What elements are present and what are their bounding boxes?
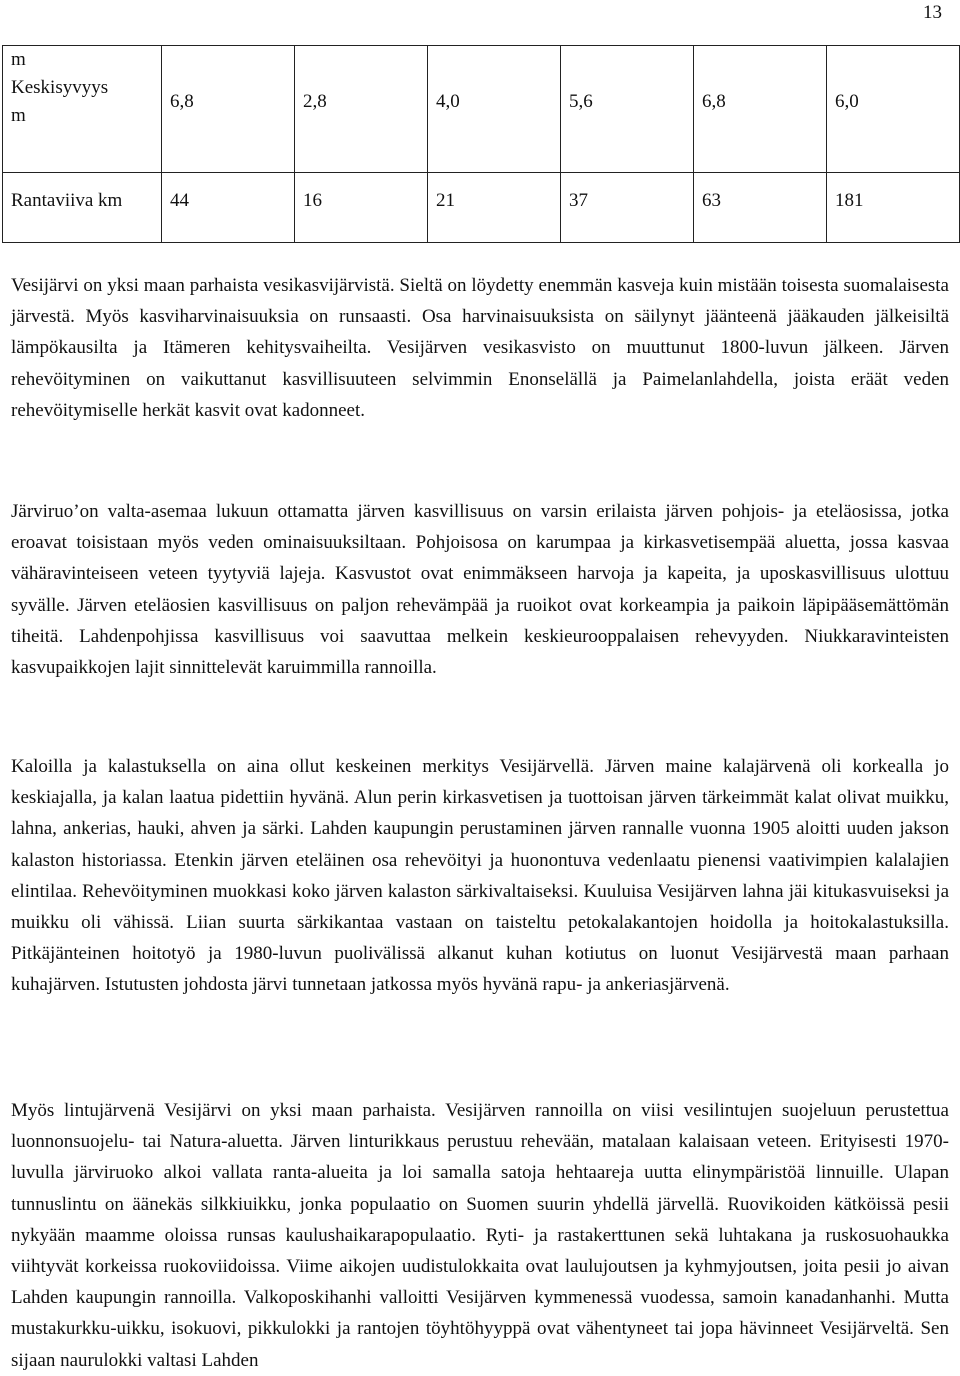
paragraph-vegetation: Vesijärvi on yksi maan parhaista vesikasvijärvistä. Sieltä on löydetty enemmän kasveja kuin mistään toisesta suomalaisesta järvestä. Myös kasviharvinaisuuksia on runsaasti. Osa harvinaisuuksista on säilynyt jäänteenä jääkauden jälkeisiltä lämpökausilta ja Itämeren kehitysvaiheilta. Vesijärven vesikasvisto on muuttunut 1800-luvun jälkeen. Järven rehevöityminen on vaikuttanut kasvillisuuteen selvimmin Enonselällä ja Paimelanlahdella, joista eräät veden rehevöitymiselle herkät kasvit ovat kadonneet. (11, 275, 949, 421)
row-header-line: Keskisyvyys (11, 77, 109, 98)
lake-statistics-table (2, 45, 960, 243)
row-header-line: Rantaviiva km (11, 190, 123, 211)
row-header-line: m (11, 105, 26, 126)
table-cell: 37 (561, 173, 694, 243)
row-header-shoreline (3, 173, 162, 243)
table-cell: 4,0 (428, 46, 561, 173)
table-row-depth (3, 46, 960, 173)
table-cell: 6,8 (162, 46, 295, 173)
paragraph-fish: Kaloilla ja kalastuksella on aina ollut keskeinen merkitys Vesijärvellä. Järven maine kalajärvenä oli korkealla jo keskiajalla, ja kalan laatua pidettiin hyvänä. Alun perin kirkasvetisen ja tuottoisan järven tärkeimmät kalat olivat muikku, lahna, ankerias, hauki, ahven ja särki. Lahden kaupungin perustaminen järven rannalle vuonna 1905 aloitti uuden jakson kalaston historiassa. Etenkin järven eteläinen osa rehevöityi ja huonontuva vedenlaatu pienensi vaativimpien kalalajien elintilaa. Rehevöityminen muokkasi koko järven kalaston särkivaltaiseksi. Kuuluisa Vesijärven lahna jäi kitukasvuiseksi ja muikku oli vähissä. Liian suurta särkikantaa vastaan on taisteltu petokalakantojen hoidolla ja hoitokalastuksilla. Pitkäjänteinen hoitotyö ja 1980-luvun puolivälissä alkanut kuhan kotiutus on luonut Vesijärvestä maan parhaan kuhajärven. Istutusten johdosta järvi tunnetaan jatkossa myös hyvänä rapu- ja ankeriasjärvenä. (11, 756, 949, 996)
table-cell: 21 (428, 173, 561, 243)
table-cell: 63 (694, 173, 827, 243)
table-cell: 44 (162, 173, 295, 243)
page-number: 13 (923, 2, 942, 23)
row-header-depth (3, 46, 162, 173)
paragraph-reed-vegetation: Järviruo’on valta-asemaa lukuun ottamatta järven kasvillisuus on varsin erilaista järven pohjois- ja eteläosissa, jotka eroavat toisistaan myös veden ominaisuuksiltaan. Pohjoisosa on karumpaa ja kirkasvetisempää aluetta, jossa kasvaa vähäravinteiseen veteen tyytyviä lajeja. Kasvustot ovat enimmäkseen harvoja ja kapeita, ja uposkasvillisuus ulottuu syvälle. Järven eteläosien kasvillisuus on paljon rehevämpää ja ruoikot ovat korkeampia ja paikoin läpipääsemättömän tiheitä. Lahdenpohjissa kasvillisuus voi saavuttaa melkein keskieurooppalaisen rehevyyden. Niukkaravinteisten kasvupaikkojen lajit sinnittelevät karuimmilla rannoilla. (11, 501, 949, 679)
table-row-shoreline (3, 173, 960, 243)
table-cell: 16 (295, 173, 428, 243)
paragraph-birds: Myös lintujärvenä Vesijärvi on yksi maan parhaista. Vesijärven rannoilla on viisi vesilintujen suojeluun perustettua luonnonsuojelu- tai Natura-aluetta. Järven linturikkaus perustuu rehevään, matalaan kalaisaan veteen. Erityisesti 1970-luvulla järviruoko alkoi vallata ranta-alueita ja loi samalla satoja hehtaareja uutta elinympäristöä linnuille. Ulapan tunnuslintu on äänekäs silkkiuikku, jonka populaatio on Suomen suurin yhdellä järvellä. Ruovikoiden kätköissä pesii nykyään maamme oloissa runsas kaulushaikarapopulaatio. Ryti- ja rastakerttunen sekä luhtakana ja ruskosuohaukka viihtyvät korkeissa ruokoviidoissa. Viime aikojen uudistulokkaita ovat laulujoutsen ja kyhmyjoutsen, joita pesii jo aivan Lahden kaupungin rannoilla. Valkoposkihanhi valloitti Vesijärven kymmenessä vuodessa, samoin kanadanhanhi. Mutta mustakurkku-uikku, isokuovi, pikkulokki ja rantojen töyhtöhyyppä ovat vähentyneet tai jopa hävinneet Vesijärveltä. Sen sijaan naurulokki valtasi Lahden (11, 1100, 949, 1371)
table-cell: 6,0 (827, 46, 960, 173)
table-cell: 2,8 (295, 46, 428, 173)
table-cell: 6,8 (694, 46, 827, 173)
row-header-line: m (11, 49, 26, 70)
table-cell: 181 (827, 173, 960, 243)
table-cell: 5,6 (561, 46, 694, 173)
